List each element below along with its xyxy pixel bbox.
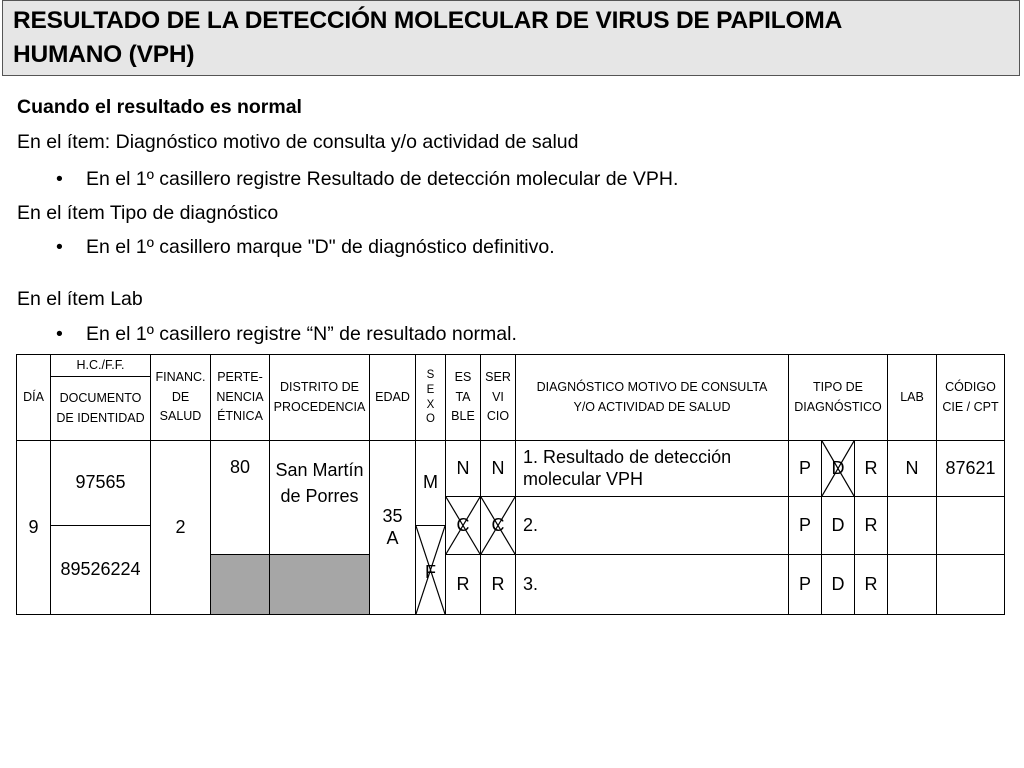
cell-edad: 35 A — [370, 441, 416, 615]
instruction-item-tipo: En el ítem Tipo de diagnóstico — [17, 202, 279, 224]
cell-estable-3: R — [446, 555, 481, 615]
header-edad: EDAD — [370, 355, 416, 441]
cell-financ: 2 — [151, 441, 211, 615]
cell-codigo-1: 87621 — [937, 441, 1005, 497]
header-estable: ES TA BLE — [446, 355, 481, 441]
cell-dia: 9 — [17, 441, 51, 615]
cell-hc: 97565 — [51, 441, 151, 526]
cell-estable-2-crossed: C — [446, 497, 481, 555]
header-sexo: S E X O — [416, 355, 446, 441]
instruction-bullet-diagnostico: En el 1º casillero registre Resultado de detección molecular de VPH. — [86, 168, 679, 190]
cell-lab-3 — [888, 555, 937, 615]
cell-diagnostico-3: 3. — [516, 555, 789, 615]
cell-codigo-2 — [937, 497, 1005, 555]
cell-distrito: San Martín de Porres — [270, 441, 370, 555]
cell-codigo-3 — [937, 555, 1005, 615]
cell-lab-2 — [888, 497, 937, 555]
header-codigo: CÓDIGO CIE / CPT — [937, 355, 1005, 441]
cell-tipo-r-2: R — [855, 497, 888, 555]
cell-servicio-3: R — [481, 555, 516, 615]
header-hc: H.C./F.F. — [51, 355, 151, 377]
slide-title-line-1: RESULTADO DE LA DETECCIÓN MOLECULAR DE VIRUS DE PAPILOMA — [13, 7, 843, 34]
header-distrito: DISTRITO DE PROCEDENCIA — [270, 355, 370, 441]
cell-tipo-p-2: P — [789, 497, 822, 555]
instruction-item-lab: En el ítem Lab — [17, 288, 143, 310]
header-pertenencia: PERTE- NENCIA ÉTNICA — [211, 355, 270, 441]
registro-table — [16, 354, 1005, 615]
cell-tipo-d-3: D — [822, 555, 855, 615]
header-tipo-diagnostico: TIPO DE DIAGNÓSTICO — [789, 355, 888, 441]
cell-tipo-r-3: R — [855, 555, 888, 615]
cell-sexo-f-crossed: F — [416, 526, 446, 615]
cell-estable-1: N — [446, 441, 481, 497]
cell-documento: 89526224 — [51, 526, 151, 615]
bullet-dot: • — [56, 168, 63, 190]
cell-diagnostico-2: 2. — [516, 497, 789, 555]
cell-tipo-p-3: P — [789, 555, 822, 615]
instructions-heading: Cuando el resultado es normal — [17, 96, 302, 118]
slide-title-line-2: HUMANO (VPH) — [13, 41, 195, 68]
header-dia: DÍA — [17, 355, 51, 441]
header-diagnostico: DIAGNÓSTICO MOTIVO DE CONSULTA Y/O ACTIVIDAD DE SALUD — [516, 355, 789, 441]
instruction-bullet-tipo: En el 1º casillero marque "D" de diagnóstico definitivo. — [86, 236, 555, 258]
header-documento: DOCUMENTO DE IDENTIDAD — [51, 377, 151, 441]
bullet-dot: • — [56, 236, 63, 258]
cell-sexo-m: M — [416, 441, 446, 526]
bullet-dot: • — [56, 323, 63, 345]
cell-tipo-d-1-marked: D — [822, 441, 855, 497]
slide-title-bar — [2, 0, 1020, 76]
cell-diagnostico-1: 1. Resultado de detección molecular VPH — [516, 441, 789, 497]
header-servicio: SER VI CIO — [481, 355, 516, 441]
cell-distrito-shaded — [270, 555, 370, 615]
cell-tipo-d-2: D — [822, 497, 855, 555]
header-financ: FINANC. DE SALUD — [151, 355, 211, 441]
cell-servicio-1: N — [481, 441, 516, 497]
header-lab: LAB — [888, 355, 937, 441]
instruction-item-diagnostico: En el ítem: Diagnóstico motivo de consulta y/o actividad de salud — [17, 131, 579, 153]
cell-lab-1: N — [888, 441, 937, 497]
cell-pertenencia-shaded — [211, 555, 270, 615]
instruction-bullet-lab: En el 1º casillero registre “N” de resultado normal. — [86, 323, 517, 345]
cell-servicio-2-crossed: C — [481, 497, 516, 555]
cell-pertenencia: 80 — [211, 441, 270, 555]
cell-tipo-p-1: P — [789, 441, 822, 497]
cell-tipo-r-1: R — [855, 441, 888, 497]
